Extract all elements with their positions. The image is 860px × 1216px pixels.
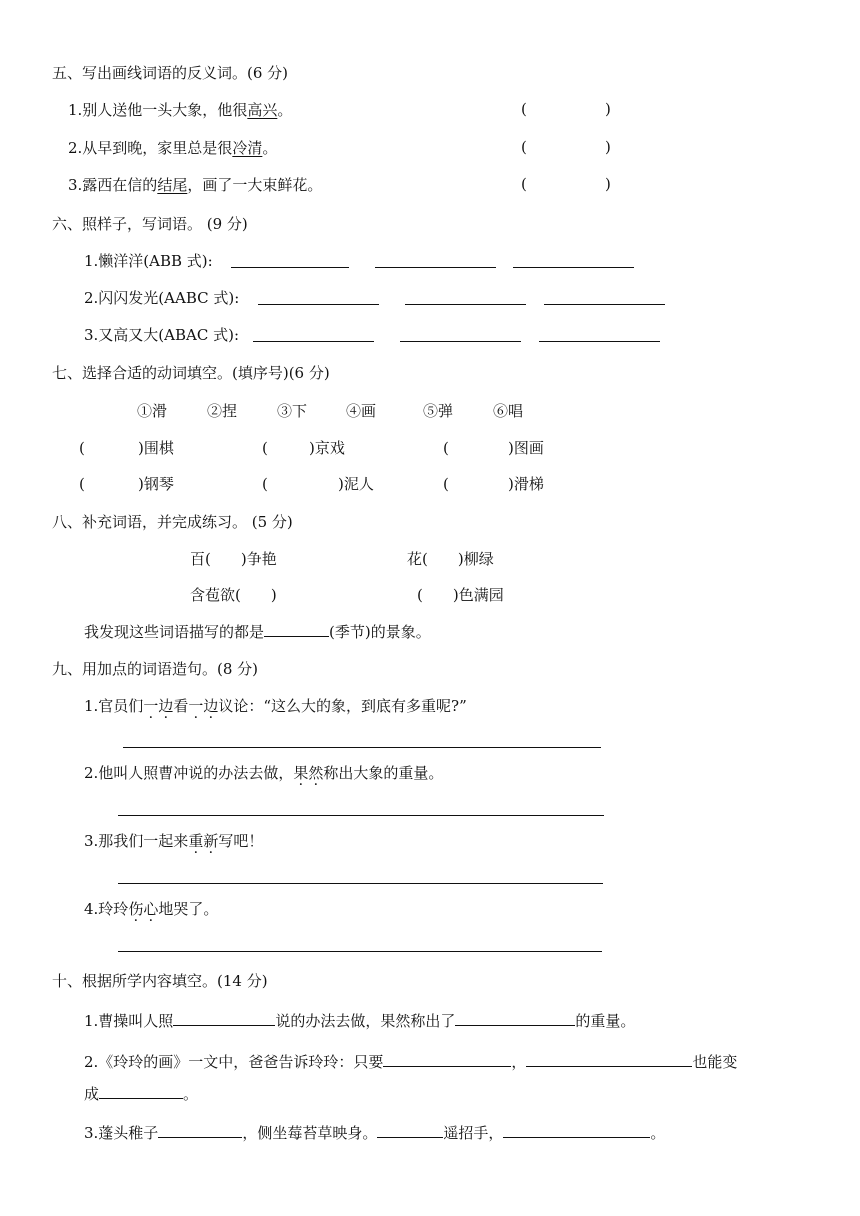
s7-r1-open-1: ( (79, 439, 85, 457)
s10-q3-blank-1[interactable] (158, 1123, 242, 1138)
s9-q1-dotted-2 (188, 697, 218, 715)
s9-q3-a: 3.那我们一起来 (84, 832, 189, 850)
s5-item-1 (68, 100, 292, 120)
s7-option-1: ①滑 (137, 402, 168, 420)
s8-sentence-post: (季节)的景象。 (329, 623, 431, 641)
emphasis-dot-char: 心 (143, 900, 159, 918)
emphasis-dot-char: 果 (293, 764, 309, 782)
s6-item-3-blank-1[interactable] (253, 341, 374, 342)
section-7-title: 七、选择合适的动词填空。(填序号)(6 分) (52, 364, 330, 382)
s9-q4-dotted (128, 900, 158, 918)
s10-q1-blank-1[interactable] (173, 1011, 275, 1026)
s5-item-1-underlined: 高兴 (247, 101, 278, 119)
section-9-title: 九、用加点的词语造句。(8 分) (52, 660, 259, 678)
s5-item-1-post: 。 (277, 101, 293, 119)
s6-item-2: 2.闪闪发光(AABC 式): (84, 289, 240, 307)
s10-q2-blank-1[interactable] (383, 1052, 511, 1067)
s10-q2-blank-2[interactable] (526, 1052, 692, 1067)
s5-answer-2-open: ( (521, 138, 527, 156)
s9-q1-e: 议论：“这么大的象，到底有多重呢?” (218, 697, 467, 715)
emphasis-dot-char: 边 (158, 697, 174, 715)
s10-q3-c: 遥招手， (443, 1124, 504, 1142)
s7-r1-word-2: )京戏 (309, 439, 345, 457)
s6-item-3-blank-2[interactable] (400, 341, 521, 342)
s7-r1-word-1: )围棋 (138, 439, 174, 457)
section-6-title: 六、照样子，写词语。 (9 分) (52, 215, 248, 233)
s6-item-2-blank-3[interactable] (544, 304, 665, 305)
s8-sentence (84, 622, 431, 642)
s10-q2-c: 也能变 (692, 1053, 738, 1071)
s5-item-3 (68, 175, 322, 195)
emphasis-dot-char: 重 (188, 832, 204, 850)
s6-item-3-blank-3[interactable] (539, 341, 660, 342)
s7-r1-word-3: )图画 (508, 439, 544, 457)
s8-season-blank[interactable] (264, 622, 329, 637)
s9-q3-answer-line[interactable] (118, 883, 603, 884)
emphasis-dot-char: 新 (203, 832, 219, 850)
s7-option-5: ⑤弹 (423, 402, 454, 420)
s5-item-2-post: 。 (262, 139, 278, 157)
s8-word-4: ( )色满园 (417, 586, 504, 604)
emphasis-dot-char: 一 (143, 697, 159, 715)
s5-answer-2-close: ) (605, 138, 611, 156)
s5-item-2-underlined: 冷清 (232, 139, 263, 157)
s5-item-3-underlined: 结尾 (157, 176, 188, 194)
s6-item-1-blank-2[interactable] (375, 267, 496, 268)
s10-q3 (84, 1123, 665, 1143)
s9-q1-a: 1.官员们 (84, 697, 144, 715)
s10-q3-d: 。 (650, 1124, 666, 1142)
s5-item-2-pre: 2.从早到晚，家里总是很 (68, 139, 233, 157)
s6-item-2-blank-1[interactable] (258, 304, 379, 305)
s7-r2-word-3: )滑梯 (508, 475, 544, 493)
s9-q1 (84, 696, 467, 716)
s5-answer-1-close: ) (605, 100, 611, 118)
s9-q3-dotted (188, 832, 218, 850)
emphasis-dot-char: 边 (203, 697, 219, 715)
s5-answer-3-close: ) (605, 175, 611, 193)
s9-q2-dotted (293, 764, 323, 782)
s10-q1-b: 说的办法去做，果然称出了 (275, 1012, 456, 1030)
s10-q3-b: ，侧坐莓苔草映身。 (242, 1124, 378, 1142)
s9-q3-c: 写吧！ (218, 832, 264, 850)
emphasis-dot-char: 一 (188, 697, 204, 715)
s9-q2-answer-line[interactable] (118, 815, 604, 816)
s7-r2-open-3: ( (443, 475, 449, 493)
s7-r2-open-1: ( (79, 475, 85, 493)
s9-q2-c: 称出大象的重量。 (323, 764, 444, 782)
s7-option-3: ③下 (277, 402, 308, 420)
s9-q4-answer-line[interactable] (118, 951, 602, 952)
s9-q2-a: 2.他叫人照曹冲说的办法去做， (84, 764, 294, 782)
section-8-title: 八、补充词语，并完成练习。 (5 分) (52, 513, 293, 531)
s9-q2 (84, 763, 443, 783)
s6-item-2-blank-2[interactable] (405, 304, 526, 305)
emphasis-dot-char: 伤 (128, 900, 144, 918)
s7-option-6: ⑥唱 (493, 402, 524, 420)
s7-option-2: ②捏 (207, 402, 238, 420)
s6-item-1-blank-3[interactable] (513, 267, 634, 268)
s7-r1-open-2: ( (262, 439, 268, 457)
s9-q4-a: 4.玲玲 (84, 900, 129, 918)
s6-item-1: 1.懒洋洋(ABB 式): (84, 252, 213, 270)
s10-q1 (84, 1011, 635, 1031)
s6-item-1-blank-1[interactable] (231, 267, 349, 268)
s9-q3 (84, 831, 263, 851)
s9-q1-answer-line[interactable] (123, 747, 601, 748)
section-10-title: 十、根据所学内容填空。(14 分) (52, 972, 268, 990)
s7-r2-word-2: )泥人 (338, 475, 374, 493)
s8-word-2: 花( )柳绿 (407, 550, 494, 568)
s7-r2-open-2: ( (262, 475, 268, 493)
s7-r2-word-1: )钢琴 (138, 475, 174, 493)
s5-item-1-pre: 1.别人送他一头大象，他很 (68, 101, 248, 119)
s5-item-2 (68, 138, 277, 158)
s10-q2-blank-3[interactable] (99, 1084, 183, 1099)
s10-q1-c: 的重量。 (575, 1012, 636, 1030)
s10-q3-blank-2[interactable] (377, 1123, 443, 1138)
s9-q4 (84, 899, 218, 919)
s10-q3-blank-3[interactable] (503, 1123, 650, 1138)
emphasis-dot-char: 然 (308, 764, 324, 782)
s8-sentence-pre: 我发现这些词语描写的都是 (84, 623, 265, 641)
s10-q2-d: 成 (84, 1085, 100, 1103)
s10-q2-b: ， (511, 1053, 527, 1071)
s9-q1-c: 看 (173, 697, 189, 715)
s5-answer-1-open: ( (521, 100, 527, 118)
s9-q4-c: 地哭了。 (158, 900, 219, 918)
s10-q2-e: 。 (183, 1085, 199, 1103)
s10-q1-blank-2[interactable] (455, 1011, 575, 1026)
s10-q1-a: 1.曹操叫人照 (84, 1012, 174, 1030)
s5-item-3-pre: 3.露西在信的 (68, 176, 158, 194)
s8-word-3: 含苞欲( ) (190, 586, 277, 604)
s10-q2-a: 2.《玲玲的画》一文中，爸爸告诉玲玲：只要 (84, 1053, 384, 1071)
s5-answer-3-open: ( (521, 175, 527, 193)
s6-item-3: 3.又高又大(ABAC 式): (84, 326, 240, 344)
s10-q2-cont (84, 1084, 198, 1104)
section-5-title: 五、写出画线词语的反义词。(6 分) (52, 64, 289, 82)
s5-item-3-post: ，画了一大束鲜花。 (187, 176, 323, 194)
s8-word-1: 百( )争艳 (190, 550, 277, 568)
s7-r1-open-3: ( (443, 439, 449, 457)
s9-q1-dotted-1 (143, 697, 173, 715)
s10-q2 (84, 1052, 737, 1072)
s7-option-4: ④画 (346, 402, 377, 420)
s10-q3-a: 3.蓬头稚子 (84, 1124, 159, 1142)
